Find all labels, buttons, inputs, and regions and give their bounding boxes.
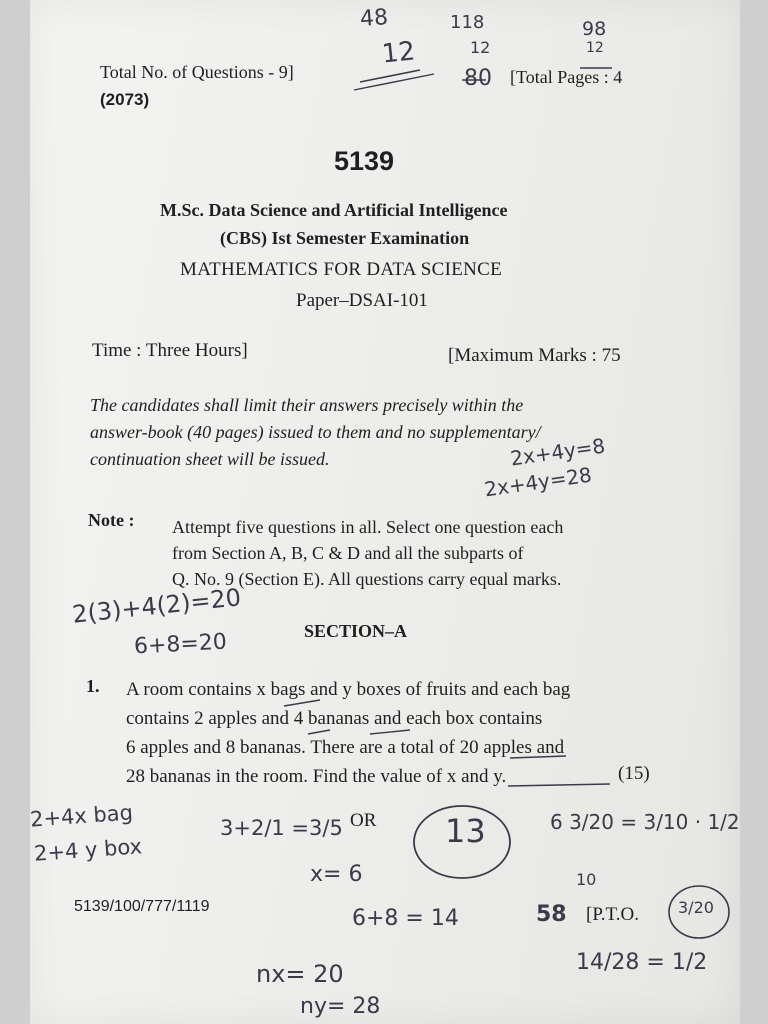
question-line: A room contains x bags and y boxes of fruits and each bag <box>126 679 571 700</box>
handwriting-strokes <box>350 60 650 100</box>
handwriting-circled-fraction: 3/20 <box>678 898 714 917</box>
question-line: 28 bananas in the room. Find the value of x and y. <box>126 766 507 787</box>
handwriting-m3: 3+2/1 =3/5 <box>220 816 343 840</box>
handwriting-top5: 80 <box>464 66 492 91</box>
handwriting-eq1: 2x+4y=8 <box>508 433 607 471</box>
note-label: Note : <box>88 510 135 530</box>
question-number: 1. <box>86 676 100 696</box>
handwriting-58: 58 <box>536 902 567 927</box>
handwriting-m2: 2+4 y box <box>33 834 143 866</box>
or-label: OR <box>350 810 377 831</box>
instruction-line: continuation sheet will be issued. <box>90 449 330 469</box>
footer-code: 5139/100/777/1119 <box>74 898 210 915</box>
handwriting-calc1: 2(3)+4(2)=20 <box>71 583 243 629</box>
handwriting-top2: 12 <box>380 36 417 70</box>
course-title: M.Sc. Data Science and Artificial Intelligence <box>160 200 508 220</box>
handwriting-ny: ny= 28 <box>300 994 381 1019</box>
note-text <box>172 514 662 592</box>
time-label: Time : Three Hours] <box>92 340 248 361</box>
handwriting-top3: 118 <box>450 12 485 33</box>
note-line: Q. No. 9 (Section E). All questions carry equal marks. <box>172 569 562 589</box>
handwriting-m1: 2+4x bag <box>29 800 134 832</box>
section-title: SECTION–A <box>304 621 408 641</box>
handwriting-eq2: 2x+4y=28 <box>482 462 594 502</box>
total-pages: [Total Pages : 4 <box>510 67 623 87</box>
paper-code: 5139 <box>334 146 395 176</box>
note-line: from Section A, B, C & D and all the subparts of <box>172 543 524 563</box>
handwriting-m4: x= 6 <box>310 862 363 887</box>
handwriting-top4: 12 <box>470 38 491 57</box>
exam-title: (CBS) Ist Semester Examination <box>220 228 470 248</box>
handwriting-fraction: 6 3/20 = 3/10 · 1/2 <box>550 810 740 834</box>
handwriting-nx: nx= 20 <box>256 960 344 988</box>
note-line: Attempt five questions in all. Select one question each <box>172 517 564 537</box>
handwriting-calc2: 6+8=20 <box>133 629 228 660</box>
total-questions: Total No. of Questions - 9] <box>100 62 294 82</box>
handwriting-circled: 13 <box>445 812 486 850</box>
instruction-line: answer-book (40 pages) issued to them and no supplementary/ <box>90 422 541 442</box>
underline-strokes <box>270 690 650 790</box>
instruction-line: The candidates shall limit their answers precisely within the <box>90 395 524 415</box>
question-line: 6 apples and 8 bananas. There are a total of 20 apples and <box>126 737 565 758</box>
handwriting-bottom-fraction: 14/28 = 1/2 <box>576 950 708 975</box>
max-marks: [Maximum Marks : 75 <box>448 345 621 366</box>
question-line: contains 2 apples and 4 bananas and each box contains <box>126 708 543 729</box>
handwriting-top1: 48 <box>359 5 389 32</box>
exam-year: (2073) <box>100 90 150 109</box>
subject-title: MATHEMATICS FOR DATA SCIENCE <box>180 259 503 280</box>
question-marks: (15) <box>618 763 650 784</box>
paper-title: Paper–DSAI-101 <box>296 290 428 311</box>
handwriting-fraction-sub: 10 <box>576 870 597 889</box>
handwriting-sum: 6+8 = 14 <box>352 906 459 931</box>
handwriting-top7: 12 <box>586 40 604 56</box>
exam-paper <box>30 0 740 1024</box>
handwriting-top6: 98 <box>582 18 607 40</box>
pto-label: [P.T.O. <box>586 904 639 925</box>
